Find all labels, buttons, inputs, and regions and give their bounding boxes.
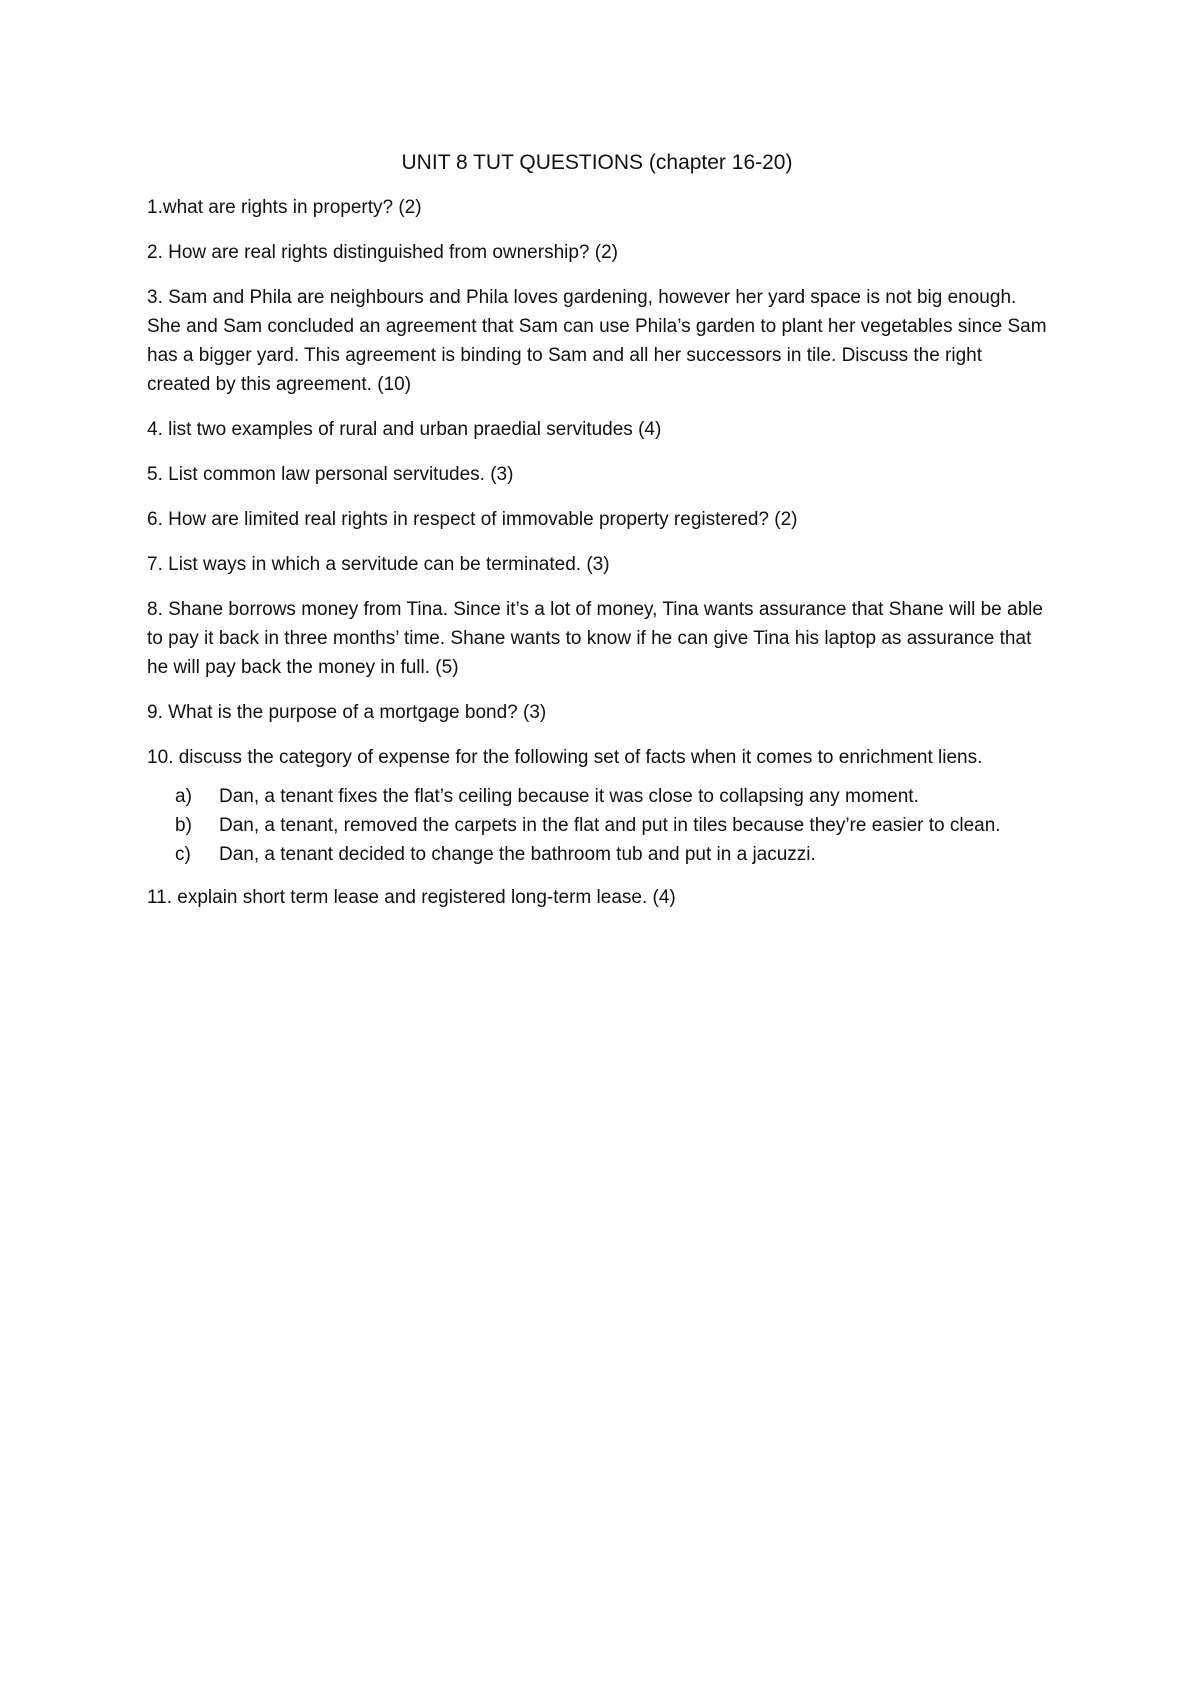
question-8: 8. Shane borrows money from Tina. Since it’s a lot of money, Tina wants assurance that Shane will be able to pay it back in three months’ time. Shane wants to know if he can give Tina his laptop as assurance that he will pay back the money in full. (5) — [147, 599, 1043, 678]
question-5: 5. List common law personal servitudes. (3) — [147, 464, 514, 485]
question-3: 3. Sam and Phila are neighbours and Phila loves gardening, however her yard space is not big enough. She and Sam concluded an agreement that Sam can use Phila’s garden to plant her vegetables since Sam has a bigger yard. This agreement is binding to Sam and all her successors in tile. Discuss the right created by this agreement. (10) — [147, 287, 1047, 395]
document-content — [147, 148, 1047, 928]
question-9: 9. What is the purpose of a mortgage bond? (3) — [147, 702, 547, 723]
question-10-subitems — [147, 782, 1047, 869]
question-6: 6. How are limited real rights in respect of immovable property registered? (2) — [147, 509, 798, 530]
page-title: UNIT 8 TUT QUESTIONS (chapter 16-20) — [401, 151, 793, 174]
list-marker: a) — [175, 786, 192, 807]
list-item-text: Dan, a tenant, removed the carpets in the flat and put in tiles because they’re easier to clean. — [219, 815, 1001, 836]
list-marker: c) — [175, 844, 191, 865]
question-1: 1.what are rights in property? (2) — [147, 197, 422, 218]
question-4: 4. list two examples of rural and urban praedial servitudes (4) — [147, 419, 662, 440]
question-2: 2. How are real rights distinguished from ownership? (2) — [147, 242, 618, 263]
list-item — [147, 811, 1047, 840]
list-item-text: Dan, a tenant fixes the flat’s ceiling because it was close to collapsing any moment. — [219, 786, 919, 807]
list-marker: b) — [175, 815, 192, 836]
question-11: 11. explain short term lease and registered long-term lease. (4) — [147, 887, 676, 908]
question-10: 10. discuss the category of expense for the following set of facts when it comes to enrichment liens. — [147, 747, 983, 768]
list-item — [147, 782, 1047, 811]
list-item — [147, 840, 1047, 869]
list-item-text: Dan, a tenant decided to change the bathroom tub and put in a jacuzzi. — [219, 844, 816, 865]
question-7: 7. List ways in which a servitude can be terminated. (3) — [147, 554, 610, 575]
